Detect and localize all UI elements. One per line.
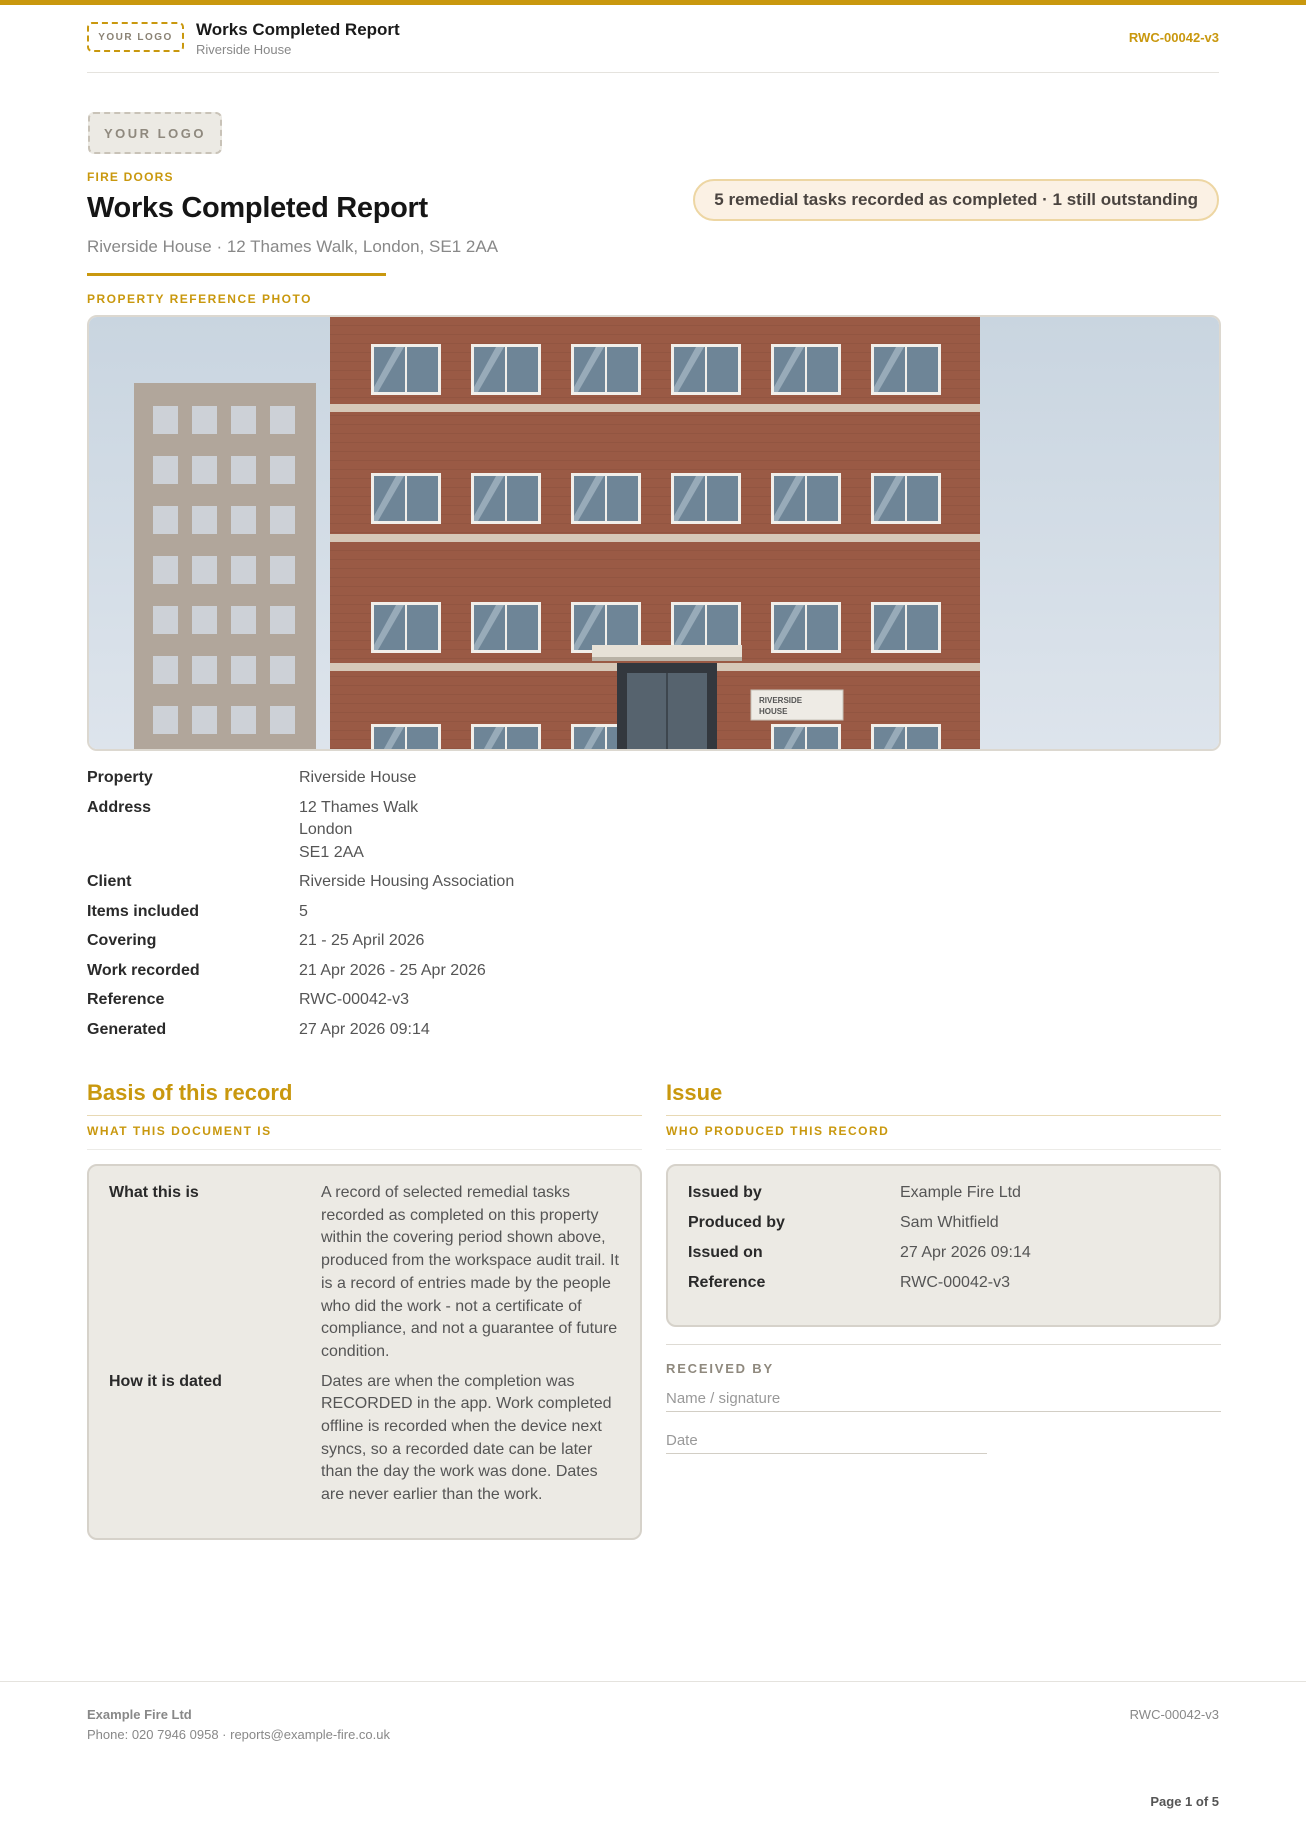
detail-label: Client (87, 873, 132, 890)
building-illustration (89, 317, 1219, 749)
detail-row-client (87, 871, 687, 894)
issue-value: Example Fire Ltd (900, 1184, 1021, 1201)
issue-label: Reference (688, 1274, 766, 1291)
property-photo (87, 315, 1221, 751)
address-city: London (299, 821, 353, 838)
address-postcode: SE1 2AA (299, 843, 364, 861)
basis-label: What this is (109, 1184, 199, 1201)
report-category: FIRE DOORS (87, 170, 174, 184)
title-underline (87, 273, 386, 276)
issue-row-reference (688, 1272, 1199, 1295)
detail-label: Items included (87, 902, 200, 920)
cover-logo-placeholder: YOUR LOGO (88, 112, 222, 154)
detail-label: Covering (87, 932, 157, 949)
header-title: Works Completed Report (196, 20, 400, 39)
issue-row-issued-on (688, 1242, 1199, 1265)
issue-label: Produced by (688, 1214, 785, 1231)
issue-title: Issue (666, 1080, 1221, 1116)
issue-value: RWC-00042-v3 (900, 1274, 1010, 1291)
basis-row-what (109, 1182, 620, 1364)
accent-bar (0, 0, 1306, 5)
page-title: Works Completed Report (87, 192, 428, 224)
photo-label: PROPERTY REFERENCE PHOTO (87, 292, 312, 306)
detail-value: 27 Apr 2026 09:14 (299, 1020, 430, 1038)
detail-row-property (87, 767, 687, 790)
header-reference: RWC-00042-v3 (1128, 30, 1219, 45)
detail-label: Property (87, 769, 153, 786)
received-by-label: RECEIVED BY (666, 1361, 774, 1376)
basis-text: Dates are when the completion was RECORDED in the app. Work completed offline is recorded when the device next syncs, so a recorded date can be later than the day the work was done. Dates are never earlier than the work. (321, 1372, 612, 1504)
issue-value: 27 Apr 2026 09:14 (900, 1244, 1031, 1261)
footer-reference: RWC-00042-v3 (1129, 1707, 1219, 1722)
basis-eyebrow: WHAT THIS DOCUMENT IS (87, 1116, 642, 1150)
header-logo-placeholder: YOUR LOGO (87, 22, 184, 52)
running-header (87, 20, 1219, 73)
issue-label: Issued by (688, 1184, 762, 1201)
issue-label: Issued on (688, 1244, 763, 1261)
detail-label: Work recorded (87, 961, 200, 979)
issue-eyebrow: WHO PRODUCED THIS RECORD (666, 1116, 1221, 1150)
issue-row-issued-by (688, 1182, 1199, 1205)
address-street: 12 Thames Walk (299, 798, 419, 816)
building-sign-line1: RIVERSIDE (759, 696, 803, 705)
property-address-line: Riverside House · 12 Thames Walk, London, SE1 2AA (87, 237, 499, 256)
basis-section (87, 1080, 642, 1540)
basis-row-dating (109, 1371, 620, 1507)
basis-label: How it is dated (109, 1372, 222, 1390)
received-divider (666, 1344, 1221, 1345)
basis-title: Basis of this record (87, 1080, 642, 1116)
detail-value: Riverside House (299, 769, 417, 786)
detail-row-reference (87, 989, 687, 1012)
page-number: Page 1 of 5 (1150, 1794, 1219, 1809)
basis-card (87, 1164, 642, 1540)
status-badge: 5 remedial tasks recorded as completed · 1 still outstanding (693, 179, 1219, 221)
basis-text: A record of selected remedial tasks recorded as completed on this property within the covering period shown above, produced from the workspace audit trail. It is a record of entries made by the people who did the work - not a certificate of compliance, and not a guarantee of future condition. (321, 1184, 619, 1360)
detail-row-generated (87, 1019, 687, 1042)
header-subtitle: Riverside House (196, 42, 292, 57)
signature-field[interactable]: Name / signature (666, 1390, 1221, 1412)
detail-value: 5 (299, 902, 308, 920)
issue-value: Sam Whitfield (900, 1214, 999, 1231)
issue-card (666, 1164, 1221, 1327)
detail-label: Reference (87, 991, 165, 1008)
issue-section (666, 1080, 1221, 1454)
detail-value: 21 Apr 2026 - 25 Apr 2026 (299, 961, 486, 979)
detail-value: 21 - 25 April 2026 (299, 932, 425, 949)
detail-row-work-recorded (87, 960, 687, 983)
detail-row-address (87, 797, 687, 865)
footer-company: Example Fire Ltd (87, 1707, 192, 1722)
building-sign-line2: HOUSE (759, 707, 788, 716)
detail-row-items (87, 901, 687, 924)
detail-value: Riverside Housing Association (299, 873, 515, 890)
property-details (87, 767, 687, 1048)
date-field[interactable]: Date (666, 1432, 987, 1454)
footer-contact: Phone: 020 7946 0958 · reports@example-fire.co.uk (87, 1727, 390, 1742)
detail-label: Generated (87, 1020, 167, 1038)
issue-row-produced-by (688, 1212, 1199, 1235)
footer-divider (0, 1681, 1306, 1682)
detail-row-covering (87, 930, 687, 953)
detail-label: Address (87, 798, 152, 816)
detail-value (299, 797, 418, 865)
detail-value: RWC-00042-v3 (299, 991, 409, 1008)
